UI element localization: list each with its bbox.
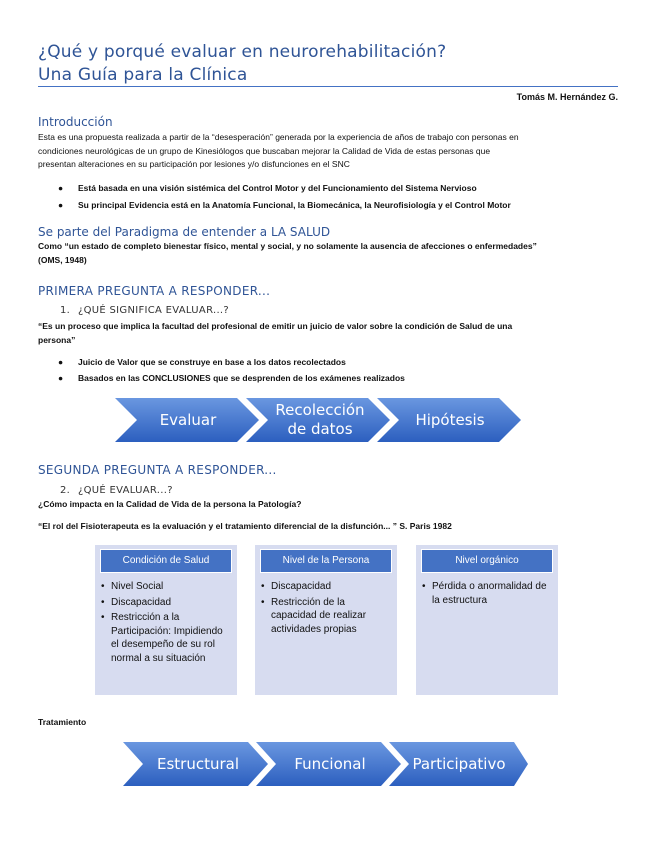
first-definition — [38, 320, 618, 347]
second-sub-question: ¿Cómo impacta en la Calidad de Vida de la persona la Patología? — [38, 499, 302, 509]
author-name: Tomás M. Hernández G. — [516, 92, 618, 102]
card-header: Condición de Salud — [100, 549, 232, 573]
first-bullet-text: Basados en las CONCLUSIONES que se desprenden de los exámenes realizados — [78, 373, 405, 383]
first-question-number: 1. — [60, 305, 71, 316]
process-step-label: Recolección — [275, 401, 365, 419]
list-item: • Restricción de la capacidad de realizar actividades propias — [259, 596, 393, 637]
intro-paragraph-line: condiciones neurológicas de un grupo de Kinesiólogos que buscaban mejorar la Calidad de Vida de estas personas que — [38, 145, 491, 156]
card-condicion-salud — [95, 545, 237, 695]
bullet-dot-icon: ● — [58, 183, 64, 193]
list-item: • Pérdida o anormalidad de la estructura — [420, 580, 554, 607]
intro-bullet-text: Está basada en una visión sistémica del Control Motor y del Funcionamiento del Sistema Nervioso — [78, 183, 477, 193]
treatment-step-label: Funcional — [294, 755, 366, 773]
document-title-line2: Una Guía para la Clínica — [38, 65, 248, 85]
paradigm-heading: Se parte del Paradigma de entender a LA SALUD — [38, 225, 331, 239]
intro-paragraph-line: presentan alteraciones en su participación por lesiones y/o disfunciones en el SNC — [38, 159, 350, 169]
first-question-text: ¿QUÉ SIGNIFICA EVALUAR...? — [78, 305, 230, 316]
treatment-step-label: Participativo — [412, 755, 506, 773]
card-list — [420, 580, 554, 609]
paradigm-quote-line: Como “un estado de completo bienestar físico, mental y social, y no solamente la ausencia de afecciones o enfermedades” — [38, 241, 537, 251]
first-definition-line: persona” — [38, 334, 76, 345]
first-bullet — [58, 373, 405, 383]
paradigm-quote — [38, 240, 618, 267]
process-step-label: de datos — [287, 420, 353, 438]
paradigm-quote-source: (OMS, 1948) — [38, 254, 87, 265]
second-quote: “El rol del Fisioterapeuta es la evaluación y el tratamiento diferencial de la disfunción... ” S. Paris 1982 — [38, 521, 452, 531]
card-nivel-organico — [416, 545, 558, 695]
first-bullet — [58, 357, 346, 367]
first-question-heading: PRIMERA PREGUNTA A RESPONDER... — [38, 284, 271, 298]
card-header: Nivel orgánico — [421, 549, 553, 573]
title-divider — [38, 86, 618, 87]
first-bullet-text: Juicio de Valor que se construye en base a los datos recolectados — [78, 357, 346, 367]
intro-paragraph — [38, 131, 618, 172]
second-question-number: 2. — [60, 485, 71, 496]
list-item: • Discapacidad — [259, 580, 393, 594]
card-list — [259, 580, 393, 638]
card-header: Nivel de la Persona — [260, 549, 392, 573]
list-item: • Nivel Social — [99, 580, 233, 594]
card-nivel-persona — [255, 545, 397, 695]
bullet-dot-icon: ● — [58, 357, 64, 367]
intro-bullet — [58, 183, 477, 193]
list-item: • Restricción a la Participación: Impidiendo el desempeño de su rol normal a su situación — [99, 611, 233, 665]
bullet-dot-icon: ● — [58, 200, 64, 210]
intro-bullet — [58, 200, 511, 210]
treatment-step-label: Estructural — [156, 755, 239, 773]
process-step-label: Evaluar — [159, 411, 217, 429]
card-list — [99, 580, 233, 667]
list-item: • Discapacidad — [99, 596, 233, 610]
document-title-line1: ¿Qué y porqué evaluar en neurorehabilitación? — [38, 42, 447, 62]
second-question-heading: SEGUNDA PREGUNTA A RESPONDER... — [38, 463, 277, 477]
second-question-text: ¿QUÉ EVALUAR...? — [78, 485, 173, 496]
treatment-label: Tratamiento — [38, 717, 87, 727]
bullet-dot-icon: ● — [58, 373, 64, 383]
intro-bullet-text: Su principal Evidencia está en la Anatomía Funcional, la Biomecánica, la Neurofisiología y el Control Motor — [78, 200, 511, 210]
intro-heading: Introducción — [38, 115, 113, 129]
process-step-label: Hipótesis — [415, 411, 485, 429]
first-definition-line: “Es un proceso que implica la facultad del profesional de emitir un juicio de valor sobre la condición de Salud de una — [38, 321, 513, 331]
intro-paragraph-line: Esta es una propuesta realizada a partir de la “desesperación” generada por la experiencia de años de trabajo con personas en — [38, 132, 519, 142]
